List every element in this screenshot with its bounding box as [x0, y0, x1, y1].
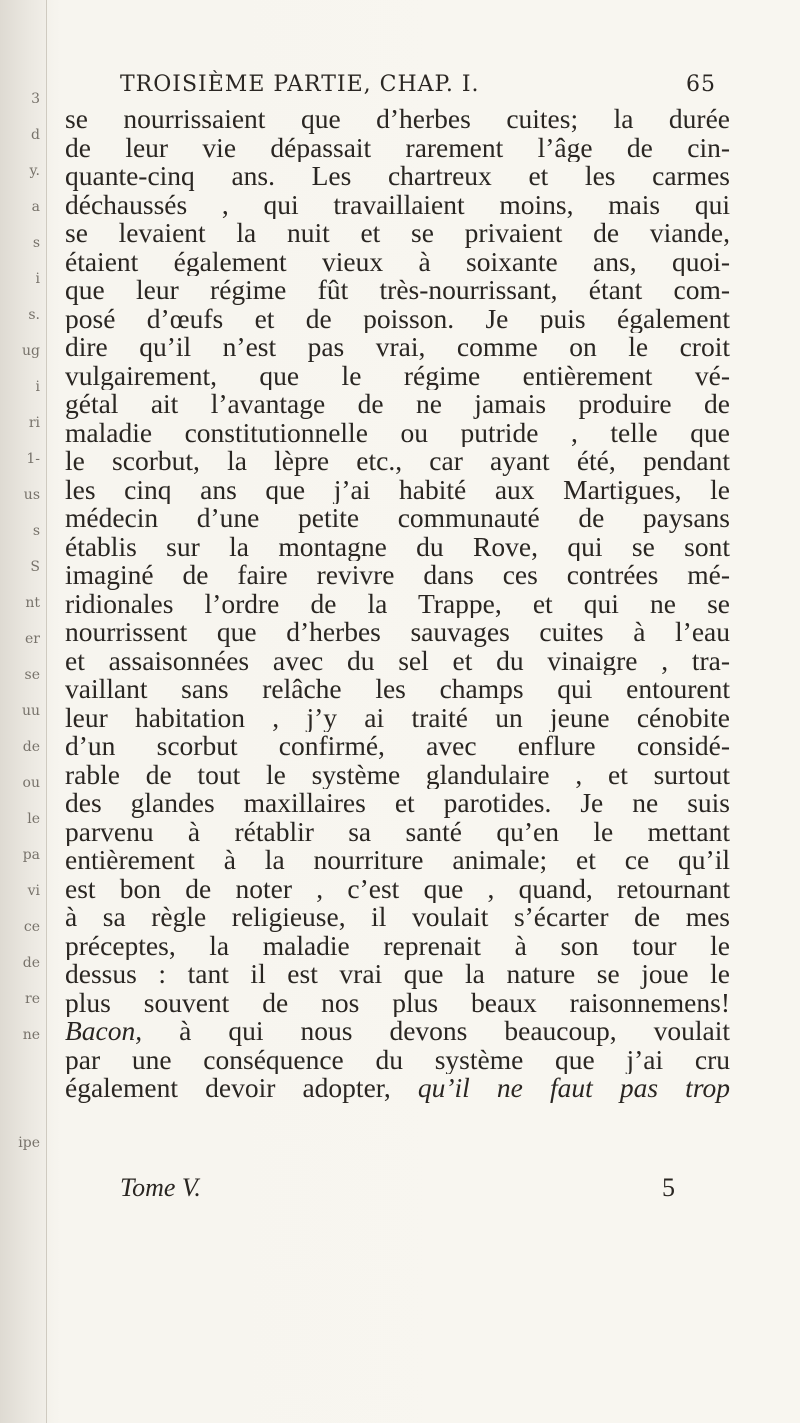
bleed-glyph: pa	[22, 848, 40, 862]
bleed-glyph: s.	[28, 308, 40, 322]
text-line: étaient également vieux à soixante ans, quoi-	[65, 247, 730, 276]
bleed-glyph: y.	[29, 164, 40, 178]
sheet-mark: 5	[662, 1173, 675, 1202]
text-line: nourrissent que d’herbes sauvages cuites à l’eau	[65, 618, 730, 647]
bleed-glyph: S	[30, 560, 40, 574]
bleed-glyph: ipe	[18, 1136, 40, 1150]
text-line: et assaisonnées avec du sel et du vinaigre , tra-	[65, 646, 730, 675]
text-line: quante-cinq ans. Les chartreux et les carmes	[65, 162, 730, 191]
text-line: les cinq ans que j’ai habité aux Martigues, le	[65, 475, 730, 504]
bleed-glyph: re	[25, 992, 40, 1006]
text-line: parvenu à rétablir sa santé qu’en le mettant	[65, 817, 730, 846]
text-line: le scorbut, la lèpre etc., car ayant été, pendant	[65, 447, 730, 476]
bleed-glyph: vi	[27, 884, 40, 898]
text-line: gétal ait l’avantage de ne jamais produire de	[65, 390, 730, 419]
body-text	[65, 105, 730, 1103]
text-line: rable de tout le système glandulaire , et surtout	[65, 760, 730, 789]
text-line: vulgairement, que le régime entièrement vé-	[65, 361, 730, 390]
text-line: des glandes maxillaires et parotides. Je ne suis	[65, 789, 730, 818]
text-line: médecin d’une petite communauté de paysans	[65, 504, 730, 533]
bleed-glyph: i	[35, 380, 40, 394]
text-line-final	[65, 1074, 730, 1103]
text-line: établis sur la montagne du Rove, qui se sont	[65, 532, 730, 561]
text-line: de leur vie dépassait rarement l’âge de cin-	[65, 133, 730, 162]
text-line: posé d’œufs et de poisson. Je puis également	[65, 304, 730, 333]
text-line: se nourrissaient que d’herbes cuites; la durée	[65, 105, 730, 134]
bleed-glyph: 3	[31, 92, 40, 106]
final-italic: qu’il ne faut pas trop	[417, 1074, 730, 1103]
text-line: que leur régime fût très-nourrissant, étant com-	[65, 276, 730, 305]
text-line: vaillant sans relâche les champs qui entourent	[65, 675, 730, 704]
bleed-glyph: se	[24, 668, 40, 682]
bleed-glyph: de	[22, 956, 40, 970]
text-line: entièrement à la nourriture animale; et ce qu’il	[65, 846, 730, 875]
running-header	[120, 72, 716, 102]
text-line-bacon	[65, 1017, 730, 1046]
bleed-glyph: ou	[22, 776, 40, 790]
bleed-glyph: er	[25, 632, 40, 646]
bacon-name: Bacon,	[65, 1017, 143, 1046]
page-number: 65	[686, 72, 716, 97]
page-footer	[120, 1173, 675, 1203]
text-line: dire qu’il n’est pas vrai, comme on le croit	[65, 333, 730, 362]
text-line: dessus : tant il est vrai que la nature se joue le	[65, 960, 730, 989]
bleed-glyph: uu	[21, 704, 40, 718]
bleed-glyph: a	[31, 200, 40, 214]
running-title: TROISIÈME PARTIE, CHAP. I.	[120, 72, 480, 97]
volume-signature: Tome V.	[120, 1173, 201, 1202]
bleed-glyph: us	[23, 488, 40, 502]
bleed-glyph: 1-	[26, 452, 40, 466]
bleed-glyph: nt	[25, 596, 40, 610]
bleed-glyph: ri	[28, 416, 40, 430]
bacon-rest: à qui nous devons beaucoup, voulait	[142, 1017, 730, 1046]
text-line: par une conséquence du système que j’ai cru	[65, 1045, 730, 1074]
bleed-glyph: ug	[22, 344, 40, 358]
facing-page-bleed	[0, 0, 47, 1423]
text-line: ridionales l’ordre de la Trappe, et qui ne se	[65, 589, 730, 618]
text-line: plus souvent de nos plus beaux raisonnemens!	[65, 988, 730, 1017]
bleed-glyph: le	[27, 812, 40, 826]
text-line: préceptes, la maladie reprenait à son tour le	[65, 931, 730, 960]
text-line: se levaient la nuit et se privaient de viande,	[65, 219, 730, 248]
text-line: imaginé de faire revivre dans ces contrées mé-	[65, 561, 730, 590]
bleed-glyph: s	[32, 524, 40, 538]
text-line: d’un scorbut confirmé, avec enflure considé-	[65, 732, 730, 761]
text-line: à sa règle religieuse, il voulait s’écarter de mes	[65, 903, 730, 932]
final-roman: également devoir adopter,	[65, 1074, 418, 1103]
text-line: maladie constitutionnelle ou putride , telle que	[65, 418, 730, 447]
bleed-glyph: s	[32, 236, 40, 250]
text-line: déchaussés , qui travaillaient moins, mais qui	[65, 190, 730, 219]
text-line: est bon de noter , c’est que , quand, retournant	[65, 874, 730, 903]
bleed-glyph: ne	[22, 1028, 40, 1042]
bleed-glyph: i	[35, 272, 40, 286]
bleed-glyph: de	[22, 740, 40, 754]
bleed-glyph: ce	[23, 920, 40, 934]
bleed-glyph: d	[31, 128, 40, 142]
text-line: leur habitation , j’y ai traité un jeune cénobite	[65, 703, 730, 732]
